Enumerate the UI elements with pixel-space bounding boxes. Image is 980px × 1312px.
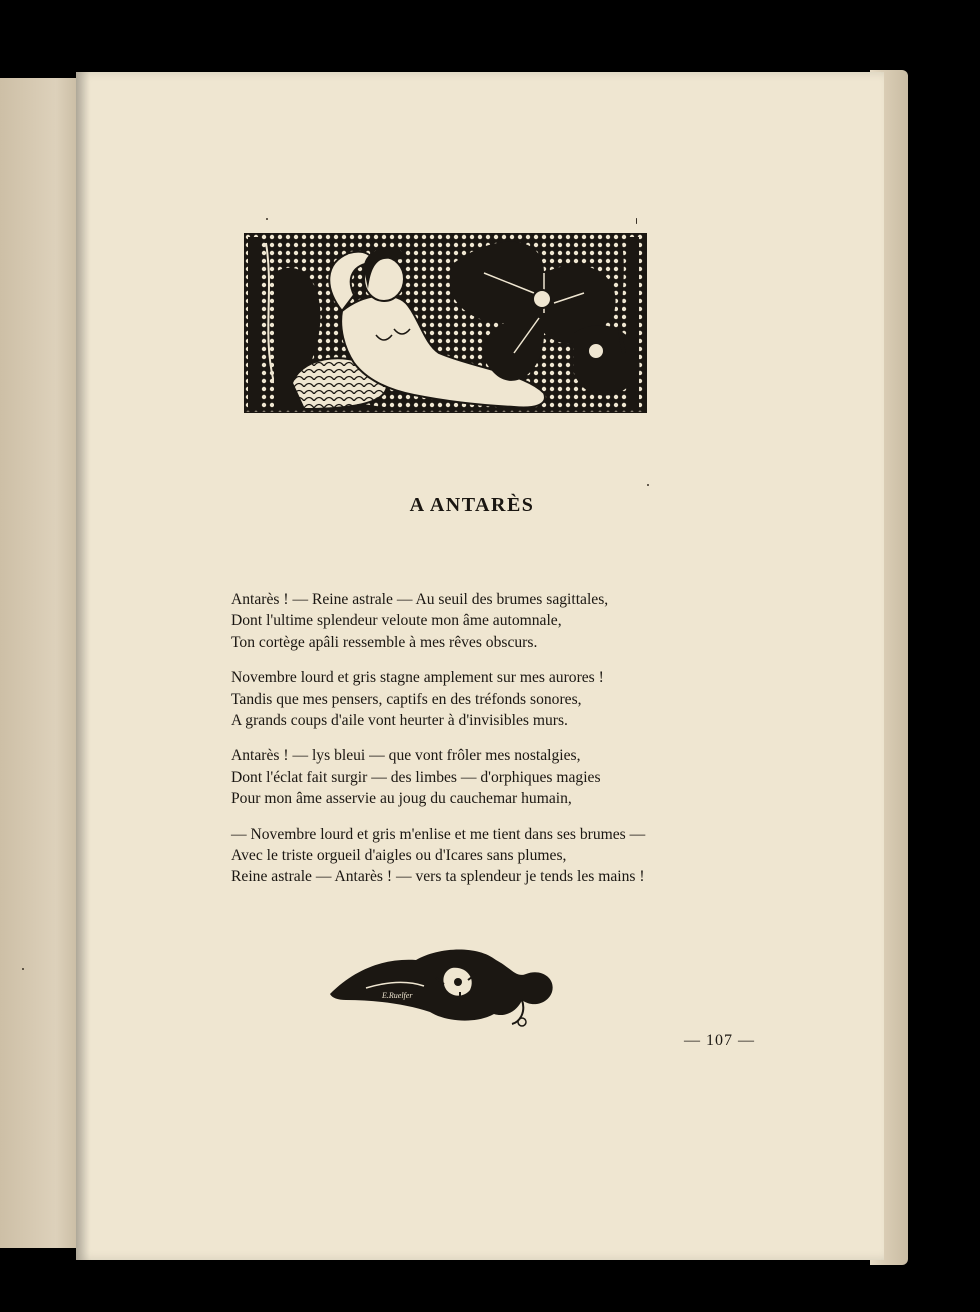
- stanza: [231, 824, 711, 888]
- tailpiece-ornament: [326, 938, 562, 1028]
- ornament-signature: E.Ruelfer: [382, 991, 413, 1000]
- paper-speck: [22, 968, 24, 970]
- verse-line: Pour mon âme asservie au joug du cauchemar humain,: [231, 790, 572, 808]
- facing-page: [0, 78, 80, 1248]
- verse-line: Avec le triste orgueil d'aigles ou d'Icares sans plumes,: [231, 847, 567, 865]
- stanza: [231, 589, 711, 653]
- poem-body: [231, 589, 711, 902]
- header-woodcut-illustration: [244, 233, 647, 413]
- poem-title: A ANTARÈS: [409, 494, 535, 516]
- verse-line: Dont l'ultime splendeur veloute mon âme automnale,: [231, 612, 562, 630]
- paper-speck: [636, 218, 637, 224]
- verse-line: Reine astrale — Antarès ! — vers ta splendeur je tends les mains !: [231, 868, 645, 886]
- stanza: [231, 745, 711, 809]
- verse-line: A grands coups d'aile vont heurter à d'invisibles murs.: [231, 712, 568, 730]
- page-number: — 107 —: [684, 1032, 755, 1049]
- verse-line: Dont l'éclat fait surgir — des limbes — d'orphiques magies: [231, 768, 601, 786]
- verse-line: Novembre lourd et gris stagne amplement sur mes aurores !: [231, 669, 604, 687]
- verse-line: — Novembre lourd et gris m'enlise et me tient dans ses brumes —: [231, 825, 646, 843]
- verse-line: Antarès ! — lys bleui — que vont frôler mes nostalgies,: [231, 747, 581, 765]
- verse-line: Ton cortège apâli ressemble à mes rêves obscurs.: [231, 633, 538, 651]
- stanza: [231, 667, 711, 731]
- verse-line: Tandis que mes pensers, captifs en des tréfonds sonores,: [231, 690, 582, 708]
- paper-speck: [266, 218, 268, 220]
- verse-line: Antarès ! — Reine astrale — Au seuil des brumes sagittales,: [231, 591, 609, 608]
- page-gutter-shadow: [76, 72, 90, 1260]
- paper-speck: [647, 484, 649, 486]
